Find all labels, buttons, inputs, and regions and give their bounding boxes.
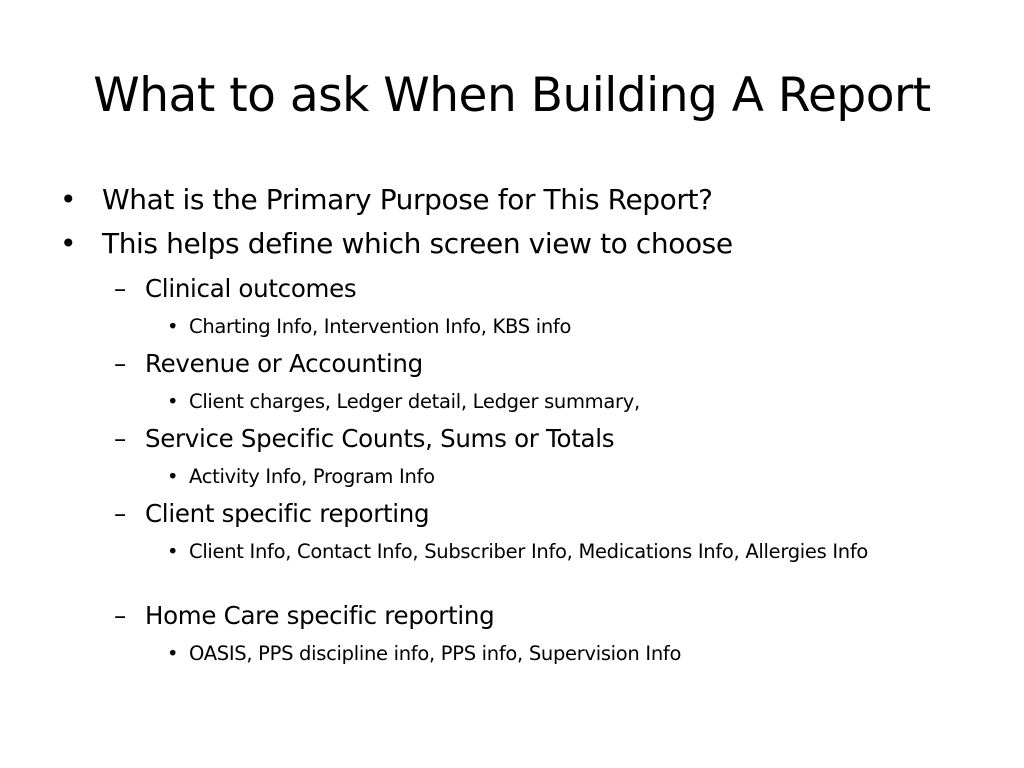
bullet-icon: •	[167, 315, 179, 338]
dash-icon: –	[114, 274, 126, 303]
detail-item	[167, 640, 889, 668]
detail-item	[167, 463, 889, 491]
detail-text: Activity Info, Program Info	[189, 465, 435, 488]
sub-item	[114, 499, 429, 528]
sub-item-text: Service Specific Counts, Sums or Totals	[145, 424, 615, 453]
sub-item	[114, 349, 423, 378]
bullet-text: This helps define which screen view to choose	[102, 227, 733, 260]
dash-icon: –	[114, 349, 126, 378]
bullet-icon: •	[60, 227, 77, 260]
detail-item	[167, 388, 889, 416]
dash-icon: –	[114, 601, 126, 630]
dash-icon: –	[114, 499, 126, 528]
bullet-icon: •	[167, 390, 179, 413]
sub-item	[114, 274, 356, 303]
bullet-icon: •	[60, 183, 77, 216]
bullet-item	[60, 227, 733, 260]
sub-item	[114, 424, 614, 453]
bullet-icon: •	[167, 642, 179, 665]
slide-title: What to ask When Building A Report	[93, 68, 931, 123]
sub-item	[114, 601, 494, 630]
bullet-text: What is the Primary Purpose for This Report?	[102, 183, 713, 216]
detail-item	[167, 538, 889, 566]
bullet-icon: •	[167, 465, 179, 488]
detail-text: Charting Info, Intervention Info, KBS info	[189, 315, 572, 338]
detail-text: Client charges, Ledger detail, Ledger summary,	[189, 390, 640, 413]
sub-item-text: Client specific reporting	[145, 499, 430, 528]
sub-item-text: Clinical outcomes	[145, 274, 357, 303]
detail-item	[167, 313, 889, 341]
detail-text: Client Info, Contact Info, Subscriber Info, Medications Info, Allergies Info	[189, 540, 869, 563]
dash-icon: –	[114, 424, 126, 453]
bullet-icon: •	[167, 540, 179, 563]
sub-item-text: Home Care specific reporting	[145, 601, 495, 630]
sub-item-text: Revenue or Accounting	[145, 349, 423, 378]
bullet-item	[60, 183, 713, 216]
detail-text: OASIS, PPS discipline info, PPS info, Supervision Info	[189, 642, 682, 665]
